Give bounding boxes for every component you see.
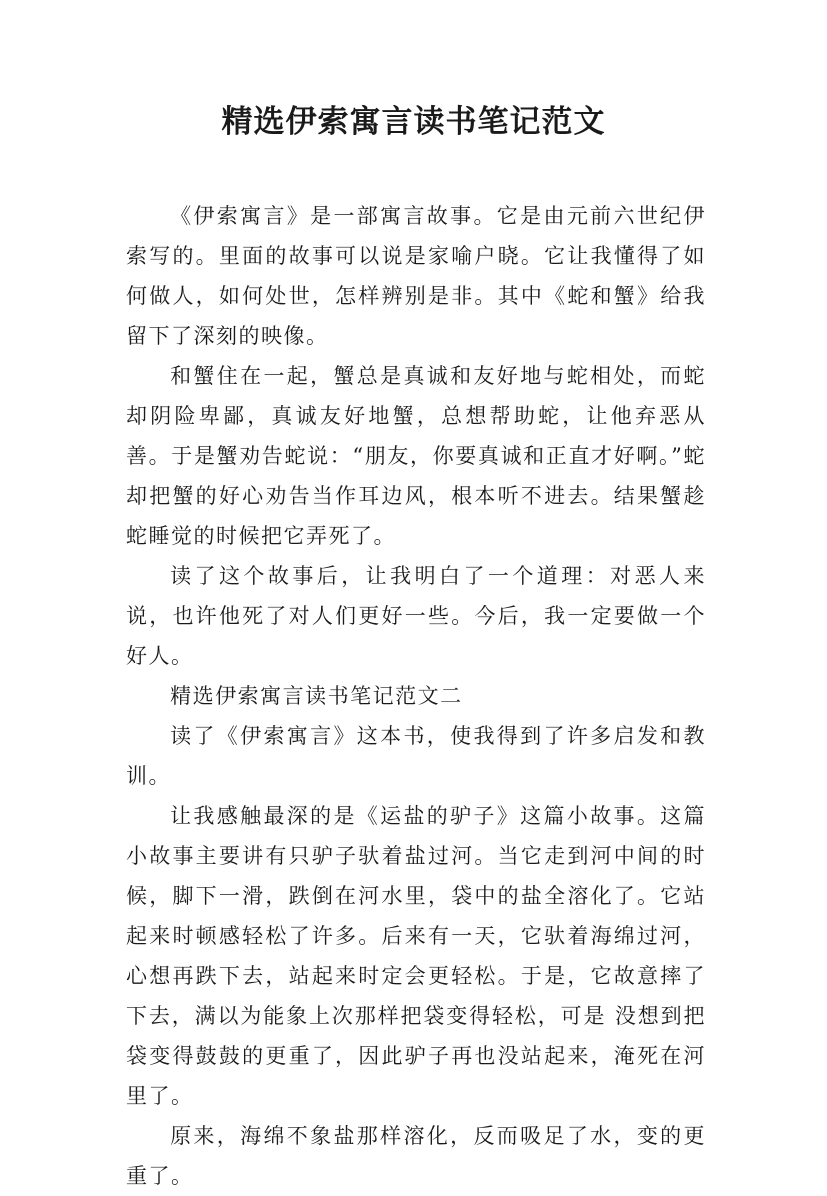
- paragraph-donkey-story: 让我感触最深的是《运盐的驴子》这篇小故事。这篇小故事主要讲有只驴子驮着盐过河。当它走到河中间的时候，脚下一滑，跌倒在河水里，袋中的盐全溶化了。它站起来时顿感轻松了许多。后来有一天，它驮着海绵过河，心想再跌下去，站起来时定会更轻松。于是，它故意摔了下去，满以为能象上次那样把袋变得轻松，可是 没想到把袋变得鼓鼓的更重了，因此驴子再也没站起来，淹死在河里了。: [126, 804, 706, 1108]
- paragraph-conclusion: 原来，海绵不象盐那样溶化，反而吸足了水，变的更重了。: [126, 1124, 706, 1188]
- paragraph-second-intro: 读了《伊索寓言》这本书，使我得到了许多启发和教训。: [126, 724, 706, 788]
- document-body: [126, 196, 706, 1196]
- paragraph-intro: 《伊索寓言》是一部寓言故事。它是由元前六世纪伊索写的。里面的故事可以说是家喻户晓。它让我懂得了如何做人，如何处世，怎样辨别是非。其中《蛇和蟹》给我留下了深刻的映像。: [126, 204, 706, 348]
- paragraph-lesson: 读了这个故事后，让我明白了一个道理：对恶人来说，也许他死了对人们更好一些。今后，我一定要做一个好人。: [126, 564, 706, 668]
- paragraph-snake-crab: 和蟹住在一起，蟹总是真诚和友好地与蛇相处，而蛇却阴险卑鄙，真诚友好地蟹，总想帮助蛇，让他弃恶从善。于是蟹劝告蛇说：“朋友，你要真诚和正直才好啊。”蛇却把蟹的好心劝告当作耳边风，根本听不进去。结果蟹趁蛇睡觉的时候把它弄死了。: [126, 364, 706, 548]
- section-heading-two: 精选伊索寓言读书笔记范文二: [170, 684, 463, 708]
- document-title: 精选伊索寓言读书笔记范文: [221, 104, 606, 140]
